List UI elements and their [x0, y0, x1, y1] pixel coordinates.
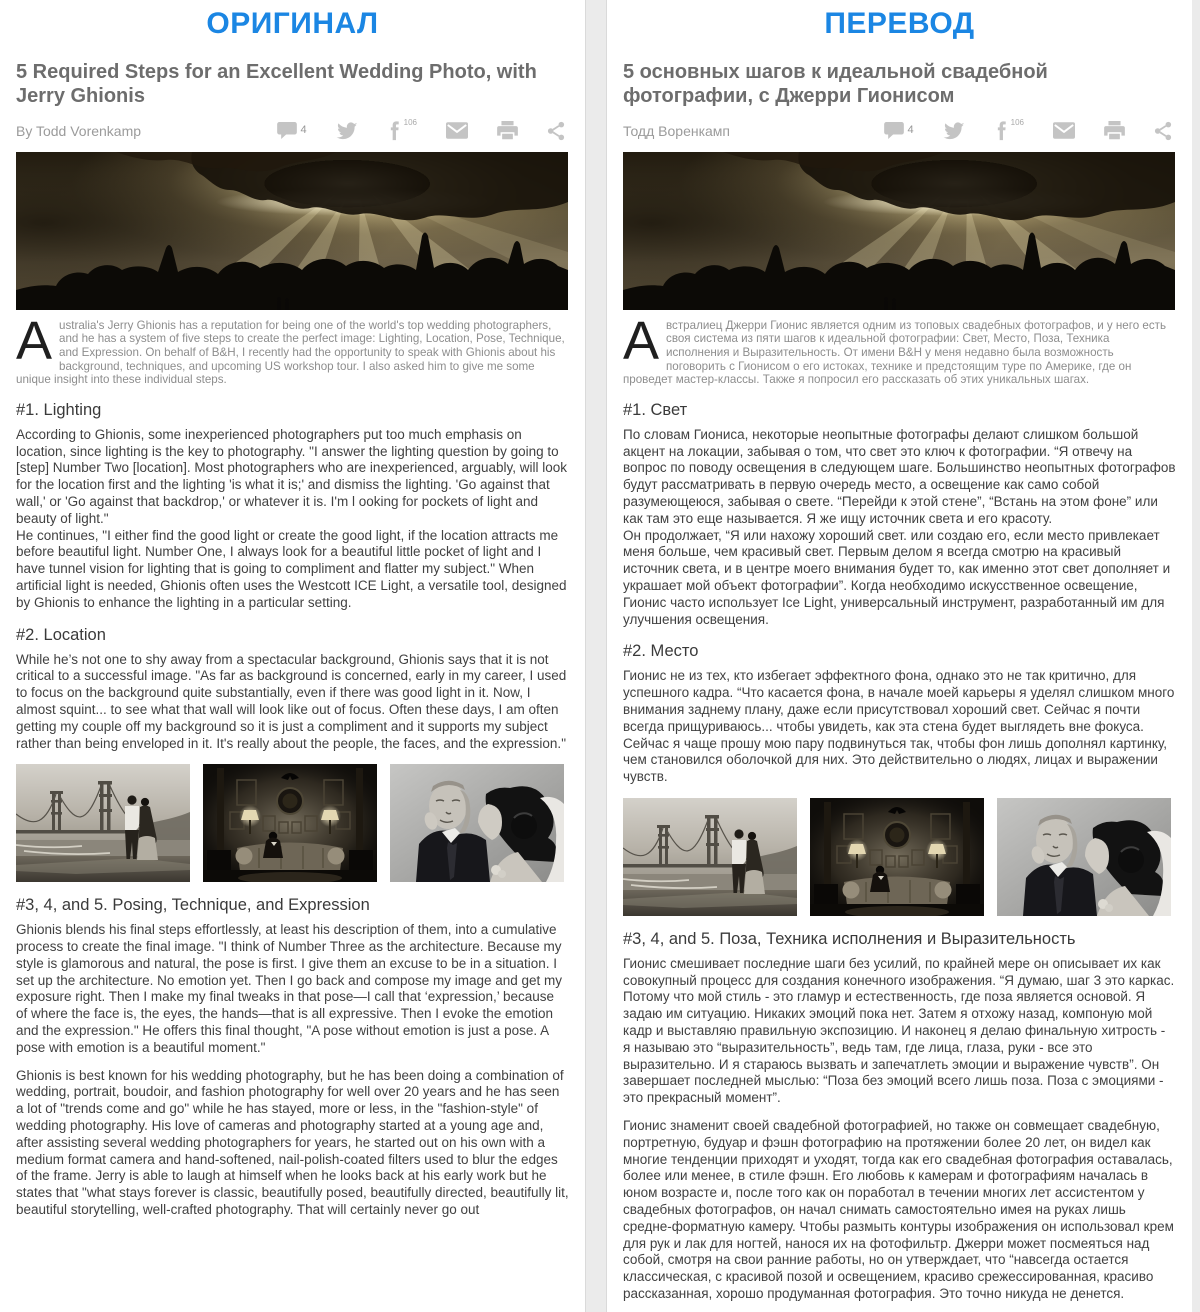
- email-share-button[interactable]: [446, 122, 468, 139]
- twitter-share-button[interactable]: [336, 120, 358, 142]
- section-heading-pose-technique-expression: #3, 4, and 5. Поза, Техника исполнения и Выразительность: [623, 929, 1076, 948]
- photo-golden-gate-couple: [16, 764, 190, 882]
- facebook-icon: [994, 120, 1009, 142]
- byline-author: By Todd Vorenkamp: [16, 122, 142, 139]
- section-heading-pose-technique-expression: #3, 4, and 5. Posing, Technique, and Expression: [16, 896, 370, 915]
- translation-panel: [606, 0, 1192, 1312]
- mail-icon: [446, 122, 468, 139]
- paragraph: Гионис не из тех, кто избегает эффектного фона, однако это не так критично, для успешного кадра. “Что касается фона, в начале моей карьеры я уделял слишком много внимания заднему плану, даже если присутствовал хороший свет. Сейчас я почти всегда прищуриваюсь... чтобы увидеть, как эта стена будет выглядеть вне фокуса. Сейчас я чаще прошу мою пару подвинуться так, чтобы фон лишь дополнял картинку, чем становился оболочкой для них. Это действительно о людях, лицах и выражении чувств.: [623, 668, 1175, 785]
- paragraph: Он продолжает, “Я или нахожу хороший свет. или создаю его, если место привлекает меня больше, чем красивый свет. Первым делом я всегда смотрю на красивый источник света, и в центре моего внимания будет то, как именно этот свет дополняет и украшает мой объект фотографии”. Когда необходимо искусственное освещение, Гионис часто использует Ice Light, универсальный инструмент, разработанный им для улучшения освещения.: [623, 527, 1171, 627]
- share-icon: [1154, 121, 1172, 141]
- comment-count: 4: [907, 124, 914, 137]
- comment-count: 4: [300, 124, 307, 137]
- paragraph: He continues, "I either find the good light or create the good light, if the location attracts me before beautiful light. Number One, I always look for a beautiful little pocket of light and I have tunnel vision for lighting that is going to compliment and flatter my subject." When artificial light is needed, Ghionis often uses the Westcott ICE Light, a versatile tool, designed by Ghionis to enhance the lighting in a particular setting.: [16, 527, 567, 610]
- photo-bride-kissing-cheek: [390, 764, 564, 882]
- hero-image-sunrays: [623, 152, 1176, 310]
- section-heading-location: #2. Location: [16, 625, 106, 644]
- photo-strip: [623, 798, 1176, 916]
- facebook-count: 106: [1010, 117, 1024, 127]
- twitter-icon: [943, 120, 965, 142]
- dropcap-letter: А: [623, 310, 660, 371]
- photo-golden-gate-couple: [623, 798, 797, 916]
- byline-author: Тодд Воренкамп: [623, 122, 731, 139]
- twitter-share-button[interactable]: [943, 120, 965, 142]
- intro-paragraph: [623, 310, 1176, 387]
- comment-icon: [884, 122, 904, 139]
- email-share-button[interactable]: [1053, 122, 1075, 139]
- facebook-icon: [387, 120, 402, 142]
- paragraph: While he’s not one to shy away from a spectacular background, Ghionis says that it is not critical to a successful image. "As far as background is concerned, early in my career, I used to focus on the background quite substantially, even if there was good light in it. Now, I almost squint... to see what that wall will look like out of focus. Often these days, I am often getting my couple off my background so it is just a compliment and it supports my subject rather than being enveloped in it. It's really about the people, the faces, and the expression.": [16, 651, 567, 751]
- facebook-share-button[interactable]: [387, 117, 417, 142]
- intro-text: встралиец Джерри Гионис является одним из топовых свадебных фотографов, и у него есть своя система из пяти шагов к идеальной фотографии: Свет, Место, Поза, Техника исполнения и Выразительность. От имени B&H у меня недавно была возможность поговорить с Гионисом о его истоках, технике и предстоящим туре по Америке, где он проведет мастер-классы. Также я попросил его рассказать об этих уникальных шагах.: [623, 318, 1166, 387]
- paragraph: По словам Гиониса, некоторые неопытные фотографы делают слишком большой акцент на локации, забывая о том, что свет это ключ к фотографии. “Я отвечу на вопрос по поводу освещения в следующем шаге. Большинство неопытных фотографов будут рассматривать в первую очередь место, а освещение как само собой разумеющеюся, забывая о свете. “Перейди к этой стене”, “Встань на этом фоне” или как там это еще называется. Я же ищу источник света и его красоту.: [623, 426, 1176, 526]
- comments-button[interactable]: [277, 122, 307, 139]
- dropcap-letter: A: [16, 310, 53, 371]
- photo-dark-interior: [203, 764, 377, 882]
- comments-button[interactable]: [884, 122, 914, 139]
- photo-dark-interior: [810, 798, 984, 916]
- share-button[interactable]: [547, 121, 565, 141]
- print-button[interactable]: [1104, 121, 1125, 140]
- paragraph: Ghionis blends his final steps effortlessly, at least his description of them, into a cumulative process to create the final image. "I think of Number Three as the architecture. Because my style is glamorous and natural, the pose is first. I give them an excuse to be in a situation. I set up the architecture. No emotion yet. Then I go back and compose my image and get my exposure right. Then I make my final tweaks in that pose—I call that ‘expression,’ because of where the face is, the eyes, the hands—that is all expressive. Then I evoke the emotion and the expression." He offers this final thought, "A pose without emotion is just a pose. A pose with emotion is a beautiful moment.": [16, 922, 563, 1055]
- section-heading-lighting: #1. Lighting: [16, 400, 102, 419]
- mail-icon: [1053, 122, 1075, 139]
- section-heading-location: #2. Место: [623, 642, 699, 661]
- hero-image-sunrays: [16, 152, 569, 310]
- byline-row: [623, 118, 1176, 144]
- facebook-share-button[interactable]: [994, 117, 1024, 142]
- printer-icon: [497, 121, 518, 140]
- printer-icon: [1104, 121, 1125, 140]
- twitter-icon: [336, 120, 358, 142]
- translation-panel-label: ПЕРЕВОД: [824, 7, 975, 40]
- paragraph: Гионис смешивает последние шаги без усилий, по крайней мере он описывает их как совокупный процесс для создания конечного изображения. “Я думаю, шаг 3 это каркас. Потому что мой стиль - это гламур и естественность, где поза является основой. Я задаю им ситуацию. Никаких эмоций пока нет. Затем я отхожу назад, компоную мой кадр и выставляю правильную экспозицию. И наконец я делаю финальную хитрость - я называю это “выразительность”, ведь там, где лица, глаза, руки - все это выразительно. И я стараюсь вызвать и запечатлеть эмоции и выражение чувств”. Он завершает последней мыслью: “Поза без эмоций всего лишь поза. Поза с эмоциями - это прекрасный момент”.: [623, 955, 1175, 1106]
- byline-row: [16, 118, 569, 144]
- share-button[interactable]: [1154, 121, 1172, 141]
- paragraph: Ghionis is best known for his wedding photography, but he has been doing a combination of wedding, portrait, boudoir, and fashion photography for well over 20 years and he has seen a lot of "trends come and go" while he has stayed, more or less, in the "fashion-style" of wedding photography. His love of cameras and photography started at a young age and, after assisting several wedding photographers for years, he started out on his own with a medium format camera and hand-softened, nail-polish-coated filters used to blur the edges of the frame. Jerry is able to laugh at himself when he looks back at his early work but he states that "what stays forever is classic, beautifully posed, beautifully directed, beautifully lit, beautiful storytelling, well-crafted photography. That will certainly never go out: [16, 1067, 569, 1218]
- intro-paragraph: [16, 310, 569, 387]
- section-heading-lighting: #1. Свет: [623, 400, 688, 419]
- comment-icon: [277, 122, 297, 139]
- article-title-translation: 5 основных шагов к идеальной свадебной фотографии, с Джерри Гионисом: [623, 61, 1048, 108]
- facebook-count: 106: [403, 117, 417, 127]
- social-toolbar: [277, 117, 569, 142]
- social-toolbar: [884, 117, 1176, 142]
- share-icon: [547, 121, 565, 141]
- photo-bride-kissing-cheek: [997, 798, 1171, 916]
- paragraph: Гионис знаменит своей свадебной фотографией, но также он совмещает свадебную, портретную, будуар и фэшн фотографию на протяжении более 20 лет, он видел как многие тенденции приходят и уходят, тогда как его свадебная фотография оставалась, более или менее, в стиле фэшн. Его любовь к камерам и фотографиям началась в юном возрасте и, после того как он поработал в течении многих лет ассистентом у свадебных фотографов, он начал снимать самостоятельно имея на руках лишь средне-форматную камеру. Чтобы размыть контуры изображения он использовал крем для рук и лак для ногтей, нанося их на фотофильтр. Джерри может посмеяться над собой, смотря на свои ранние работы, но он утверждает, что “навсегда остается классическая, с красивой позой и освещением, красиво срежессированная, красиво рассказанная, хорошо продуманная фотография. Это точно никуда не денется.: [623, 1118, 1174, 1302]
- intro-text: ustralia's Jerry Ghionis has a reputation for being one of the world's top wedding photographers, and he has a system of five steps to create the perfect image: Lighting, Location, Pose, Technique, and Expression. On behalf of B&H, I recently had the opportunity to speak with Ghionis about his background, techniques, and upcoming US workshop tour. I also asked him to give me some unique insight into these individual steps.: [16, 318, 565, 387]
- print-button[interactable]: [497, 121, 518, 140]
- original-panel: [0, 0, 586, 1312]
- article-title-original: 5 Required Steps for an Excellent Wedding Photo, with Jerry Ghionis: [16, 61, 537, 108]
- paragraph: According to Ghionis, some inexperienced photographers put too much emphasis on location, since lighting is the key to photography. "I answer the lighting question by going to [step] Number Two [location]. Most photographers who are inexperienced, arguably, will look for the location first and the lighting 'is what it is;' and dismiss the lighting. 'Go against that wall,' or 'Go against that backdrop,' or whatever it is. I'm l ooking for pockets of light and beauty of light.": [16, 426, 568, 526]
- photo-strip: [16, 764, 569, 882]
- original-panel-label: ОРИГИНАЛ: [206, 7, 379, 40]
